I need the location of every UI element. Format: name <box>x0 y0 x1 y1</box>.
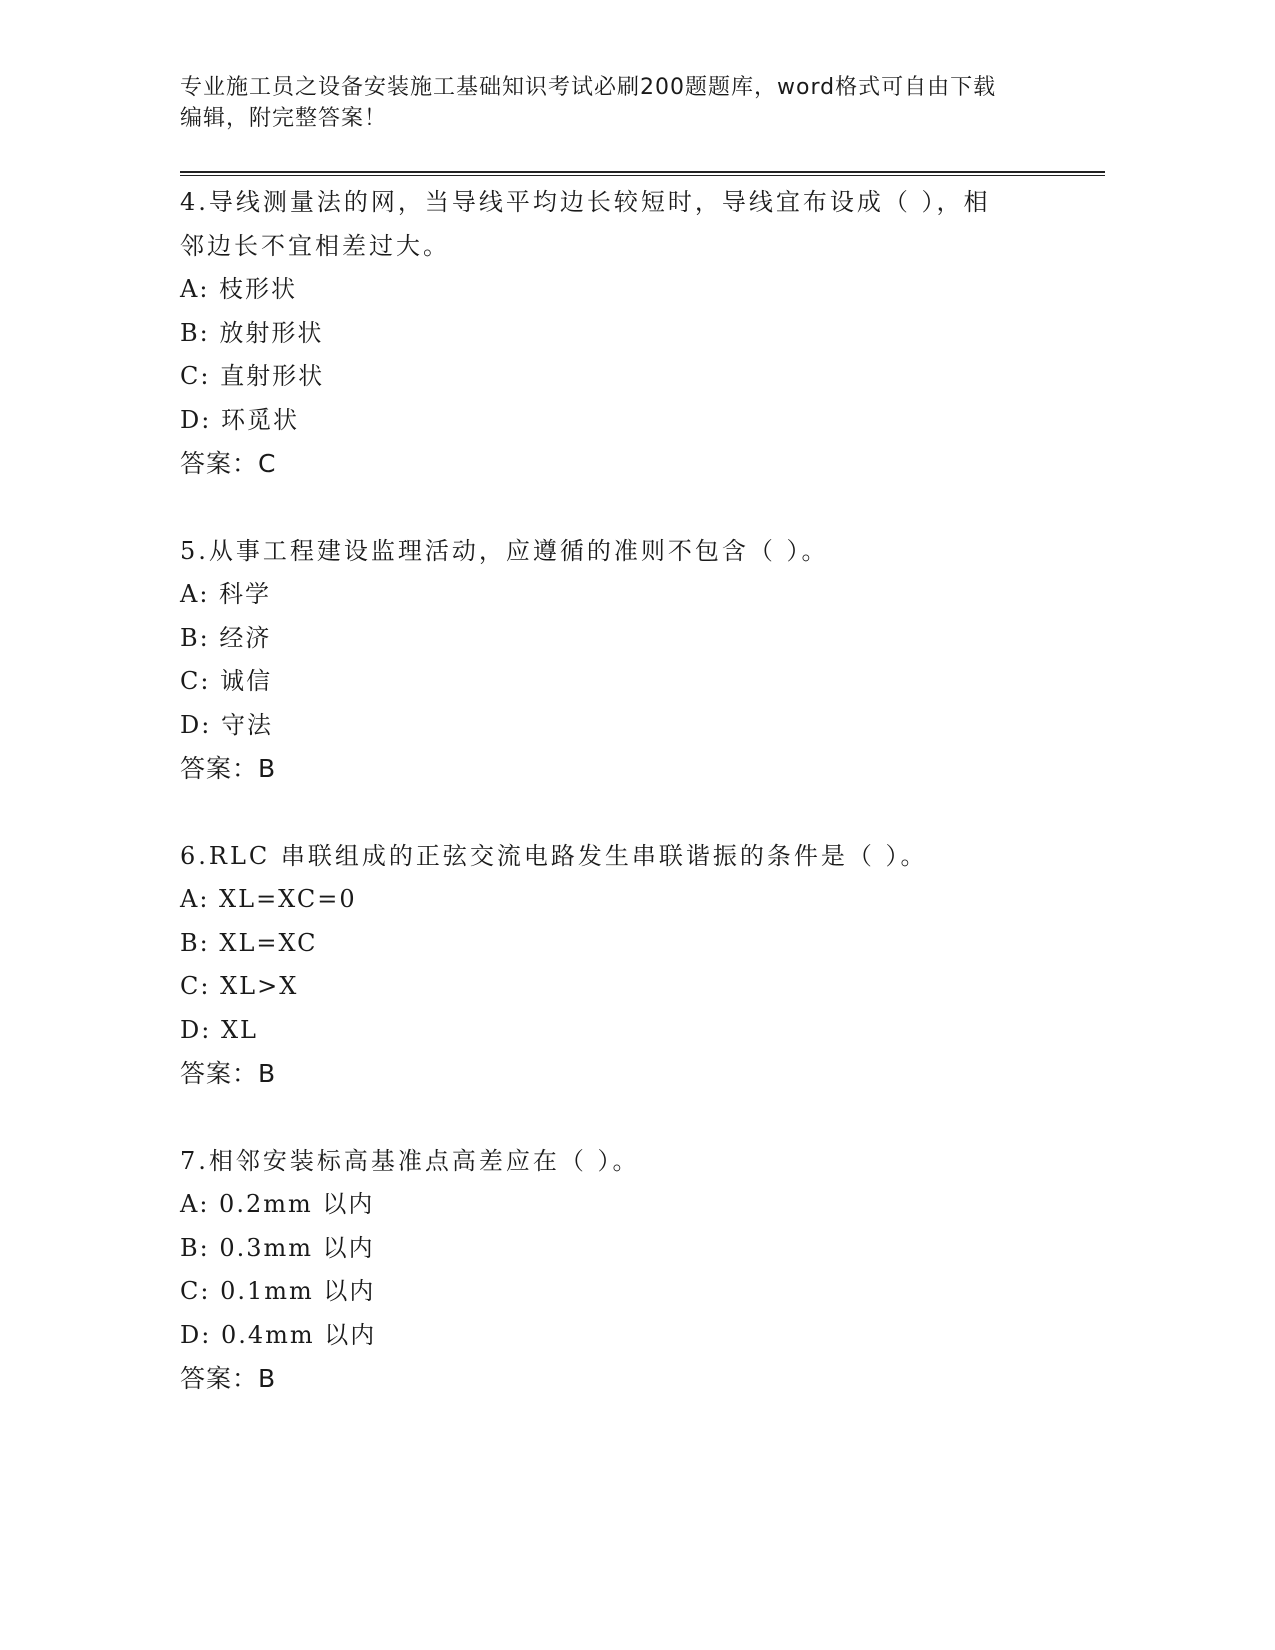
question-5 <box>180 529 1060 791</box>
option-c: C: 0.1mm 以内 <box>180 1277 376 1305</box>
option-b: B: 0.3mm 以内 <box>180 1233 375 1262</box>
header-divider-thin <box>180 175 1105 176</box>
option-d: D: 环觅状 <box>180 405 299 434</box>
option-a: A: 0.2mm 以内 <box>180 1190 375 1218</box>
option-d: D: 守法 <box>180 710 273 739</box>
option-b: B: 经济 <box>180 623 272 652</box>
header-line-1: 专业施工员之设备安装施工基础知识考试必刷200题题库，word格式可自由下载 <box>180 75 997 100</box>
question-stem-continued: 邻边长不宜相差过大。 <box>180 232 450 260</box>
question-7 <box>180 1139 1060 1401</box>
option-d: D: 0.4mm 以内 <box>180 1320 377 1349</box>
question-stem: 4.导线测量法的网，当导线平均边长较短时，导线宜布设成（ ），相 <box>180 188 991 216</box>
option-a: A: XL=XC=0 <box>180 885 357 913</box>
answer-line: 答案：B <box>180 1364 277 1393</box>
document-header <box>180 72 1040 134</box>
option-c: C: 直射形状 <box>180 362 325 390</box>
option-c: C: XL>X <box>180 972 299 1000</box>
option-d: D: XL <box>180 1015 258 1044</box>
option-b: B: 放射形状 <box>180 318 324 347</box>
header-divider-thick <box>180 171 1105 173</box>
option-a: A: 科学 <box>180 580 272 608</box>
question-stem: 5.从事工程建设监理活动，应遵循的准则不包含（ ）。 <box>180 537 829 565</box>
option-b: B: XL=XC <box>180 928 318 957</box>
question-stem: 6.RLC 串联组成的正弦交流电路发生串联谐振的条件是（ ）。 <box>180 842 928 870</box>
option-c: C: 诚信 <box>180 667 273 695</box>
option-a: A: 枝形状 <box>180 275 298 303</box>
answer-line: 答案：B <box>180 1059 277 1088</box>
header-line-2: 编辑，附完整答案！ <box>180 106 388 131</box>
answer-line: 答案：B <box>180 754 277 783</box>
question-4 <box>180 180 1060 486</box>
question-stem: 7.相邻安装标高基准点高差应在（ ）。 <box>180 1147 640 1175</box>
answer-line: 答案：C <box>180 449 277 478</box>
question-6 <box>180 834 1060 1096</box>
